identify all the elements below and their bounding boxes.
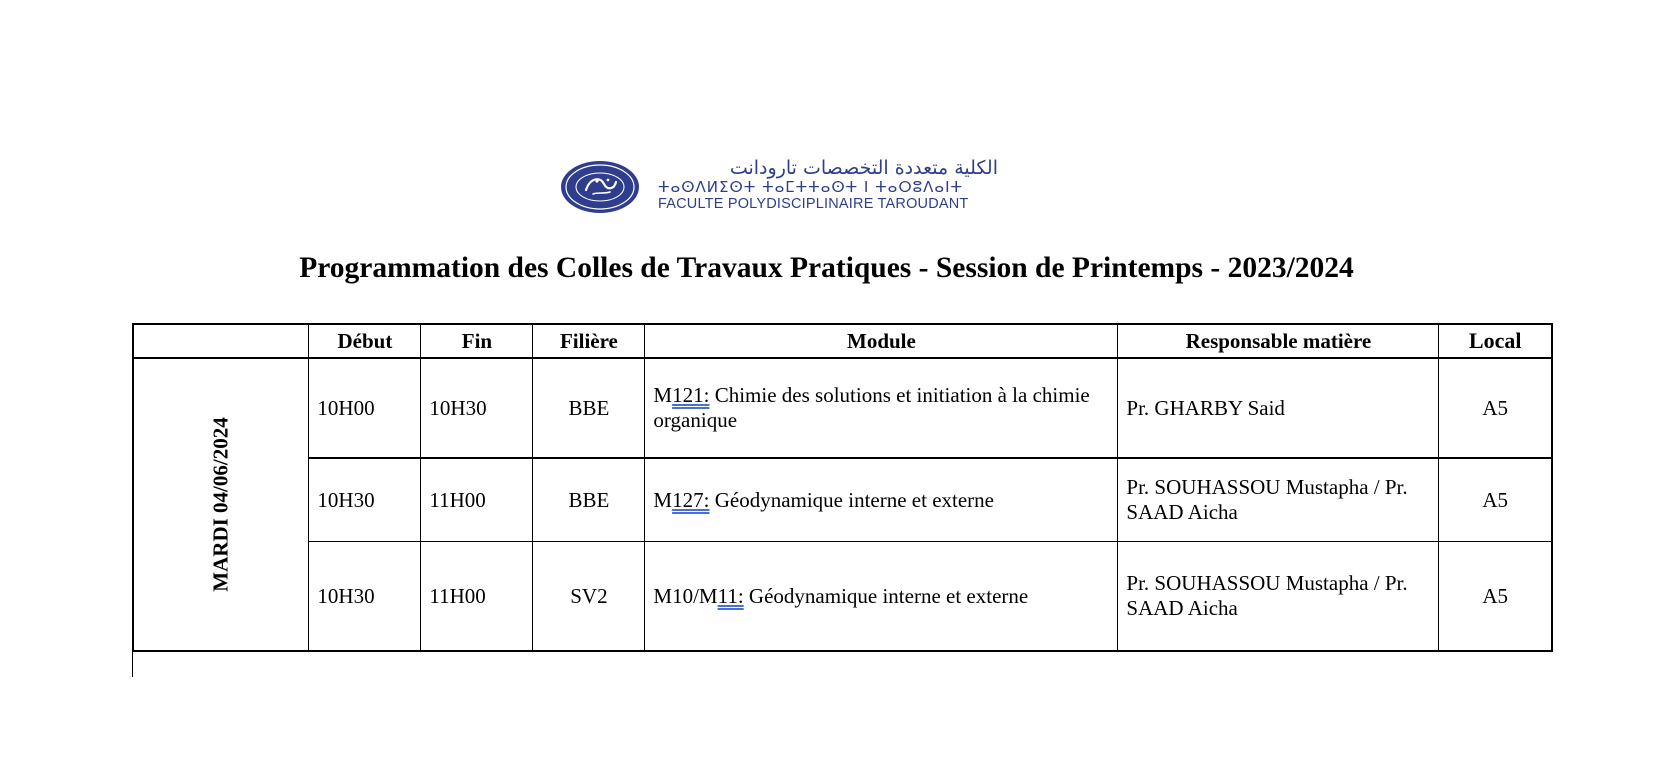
header-responsable: Responsable matière bbox=[1118, 324, 1439, 358]
table-row bbox=[133, 358, 1552, 458]
cell-filiere: BBE bbox=[533, 358, 645, 458]
cell-responsable: Pr. GHARBY Said bbox=[1118, 358, 1439, 458]
table-row bbox=[133, 458, 1552, 542]
cell-local: A5 bbox=[1439, 358, 1552, 458]
cell-filiere: BBE bbox=[533, 458, 645, 542]
cell-responsable: Pr. SOUHASSOU Mustapha / Pr. SAAD Aicha bbox=[1118, 542, 1439, 652]
cell-fin: 11H00 bbox=[421, 542, 533, 652]
day-cell bbox=[133, 358, 309, 651]
header-module: Module bbox=[645, 324, 1118, 358]
module-code: 121: bbox=[672, 383, 710, 407]
module-text: Géodynamique interne et externe bbox=[709, 487, 994, 512]
cell-debut: 10H30 bbox=[309, 542, 421, 652]
cell-module bbox=[645, 458, 1118, 542]
cell-debut: 10H00 bbox=[309, 358, 421, 458]
table-border-stub bbox=[132, 651, 133, 677]
module-prefix: M bbox=[653, 383, 673, 407]
module-text: Chimie des solutions et initiation à la chimie organique bbox=[653, 383, 1090, 432]
cell-fin: 11H00 bbox=[421, 458, 533, 542]
cell-local: A5 bbox=[1439, 458, 1552, 542]
cell-local: A5 bbox=[1439, 542, 1552, 652]
header-day bbox=[133, 324, 309, 358]
module-code: 127: bbox=[672, 487, 710, 512]
schedule-table bbox=[132, 323, 1553, 652]
cell-debut: 10H30 bbox=[309, 458, 421, 542]
module-prefix: M10/M bbox=[653, 583, 718, 608]
logo-tifinagh-text: ⵜⴰⵙⴷⵍⵉⵙⵜ ⵜⴰⵎⵜⵜⴰⵙⵜ ⵏ ⵜⴰⵔⵓⴷⴰⵏⵜ bbox=[658, 178, 964, 196]
header-fin: Fin bbox=[421, 324, 533, 358]
cell-responsable: Pr. SOUHASSOU Mustapha / Pr. SAAD Aicha bbox=[1118, 458, 1439, 542]
university-seal-icon bbox=[560, 156, 644, 218]
header-filiere: Filière bbox=[533, 324, 645, 358]
module-text: Géodynamique interne et externe bbox=[743, 583, 1029, 608]
faculty-logo bbox=[560, 156, 1000, 218]
header-local: Local bbox=[1439, 324, 1552, 358]
page-title: Programmation des Colles de Travaux Pratiques - Session de Printemps - 2023/2024 bbox=[299, 252, 1354, 284]
cell-module bbox=[645, 542, 1118, 652]
module-code: 11: bbox=[717, 583, 744, 608]
logo-arabic-text: الكلية متعددة التخصصات تارودانت bbox=[729, 157, 998, 179]
logo-french-text: FACULTE POLYDISCIPLINAIRE TAROUDANT bbox=[658, 196, 969, 212]
module-prefix: M bbox=[653, 487, 673, 512]
header-debut: Début bbox=[309, 324, 421, 358]
table-row bbox=[133, 542, 1552, 652]
cell-fin: 10H30 bbox=[421, 358, 533, 458]
day-label: MARDI 04/06/2024 bbox=[208, 417, 233, 592]
cell-filiere: SV2 bbox=[533, 542, 645, 652]
header-row bbox=[133, 324, 1552, 358]
cell-module bbox=[645, 358, 1118, 458]
